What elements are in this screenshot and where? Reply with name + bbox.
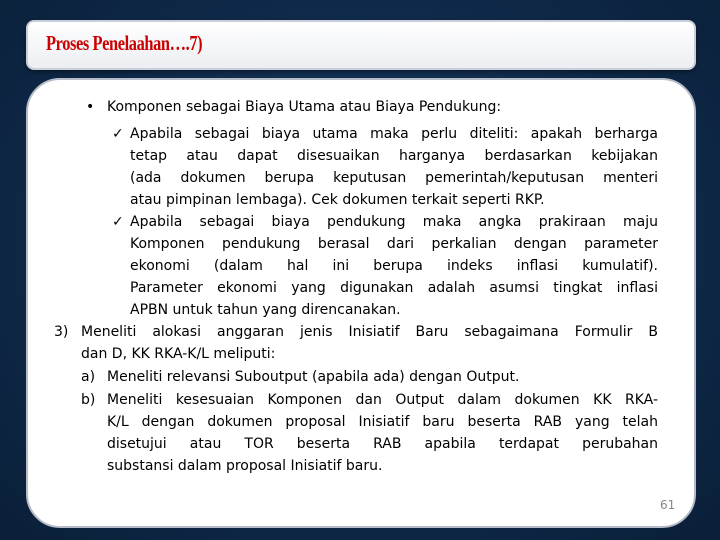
sub-b-line-1: Meneliti kesesuaian Komponen dan Output dalam dokumen KK RKA- — [107, 392, 658, 408]
sub-b-line-4: substansi dalam proposal Inisiatif baru. — [107, 458, 383, 474]
check-icon: ✓ — [112, 126, 124, 142]
title-bar — [26, 20, 696, 70]
sub-a-marker: a) — [81, 369, 96, 385]
check-1-line-2: tetap atau dapat disesuaikan harganya berdasarkan kebijakan — [130, 148, 658, 164]
check-2-line-1: Apabila sebagai biaya pendukung maka angka prakiraan maju — [130, 214, 658, 230]
check-2-line-2: Komponen pendukung berasal dari perkalian dengan parameter — [130, 236, 658, 252]
page-number: 61 — [660, 498, 676, 512]
bullet-heading: Komponen sebagai Biaya Utama atau Biaya Pendukung: — [107, 99, 502, 115]
item-3-marker: 3) — [54, 324, 69, 340]
sub-b-line-3: disetujui atau TOR beserta RAB apabila terdapat perubahan — [107, 436, 658, 452]
sub-a-text: Meneliti relevansi Suboutput (apabila ada) dengan Output. — [107, 369, 520, 385]
check-2-line-5: APBN untuk tahun yang direncanakan. — [130, 302, 401, 318]
check-2-line-3: ekonomi (dalam hal ini berupa indeks inflasi kumulatif). — [130, 258, 658, 274]
slide-title: Proses Penelaahan….7) — [46, 31, 203, 55]
bullet-marker: • — [86, 99, 95, 115]
check-1-line-1: Apabila sebagai biaya utama maka perlu diteliti: apakah berharga — [130, 126, 658, 142]
item-3-line-2: dan D, KK RKA-K/L meliputi: — [81, 346, 276, 362]
sub-b-line-2: K/L dengan dokumen proposal Inisiatif baru beserta RAB yang telah — [107, 414, 658, 430]
check-icon: ✓ — [112, 214, 124, 230]
check-2-line-4: Parameter ekonomi yang digunakan adalah asumsi tingkat inflasi — [130, 280, 658, 296]
item-3-line-1: Meneliti alokasi anggaran jenis Inisiatif Baru sebagaimana Formulir B — [81, 324, 658, 340]
check-1-line-4: atau pimpinan lembaga). Cek dokumen terkait seperti RKP. — [130, 192, 545, 208]
sub-b-marker: b) — [81, 392, 96, 408]
check-1-line-3: (ada dokumen berupa keputusan pemerintah/keputusan menteri — [130, 170, 658, 186]
